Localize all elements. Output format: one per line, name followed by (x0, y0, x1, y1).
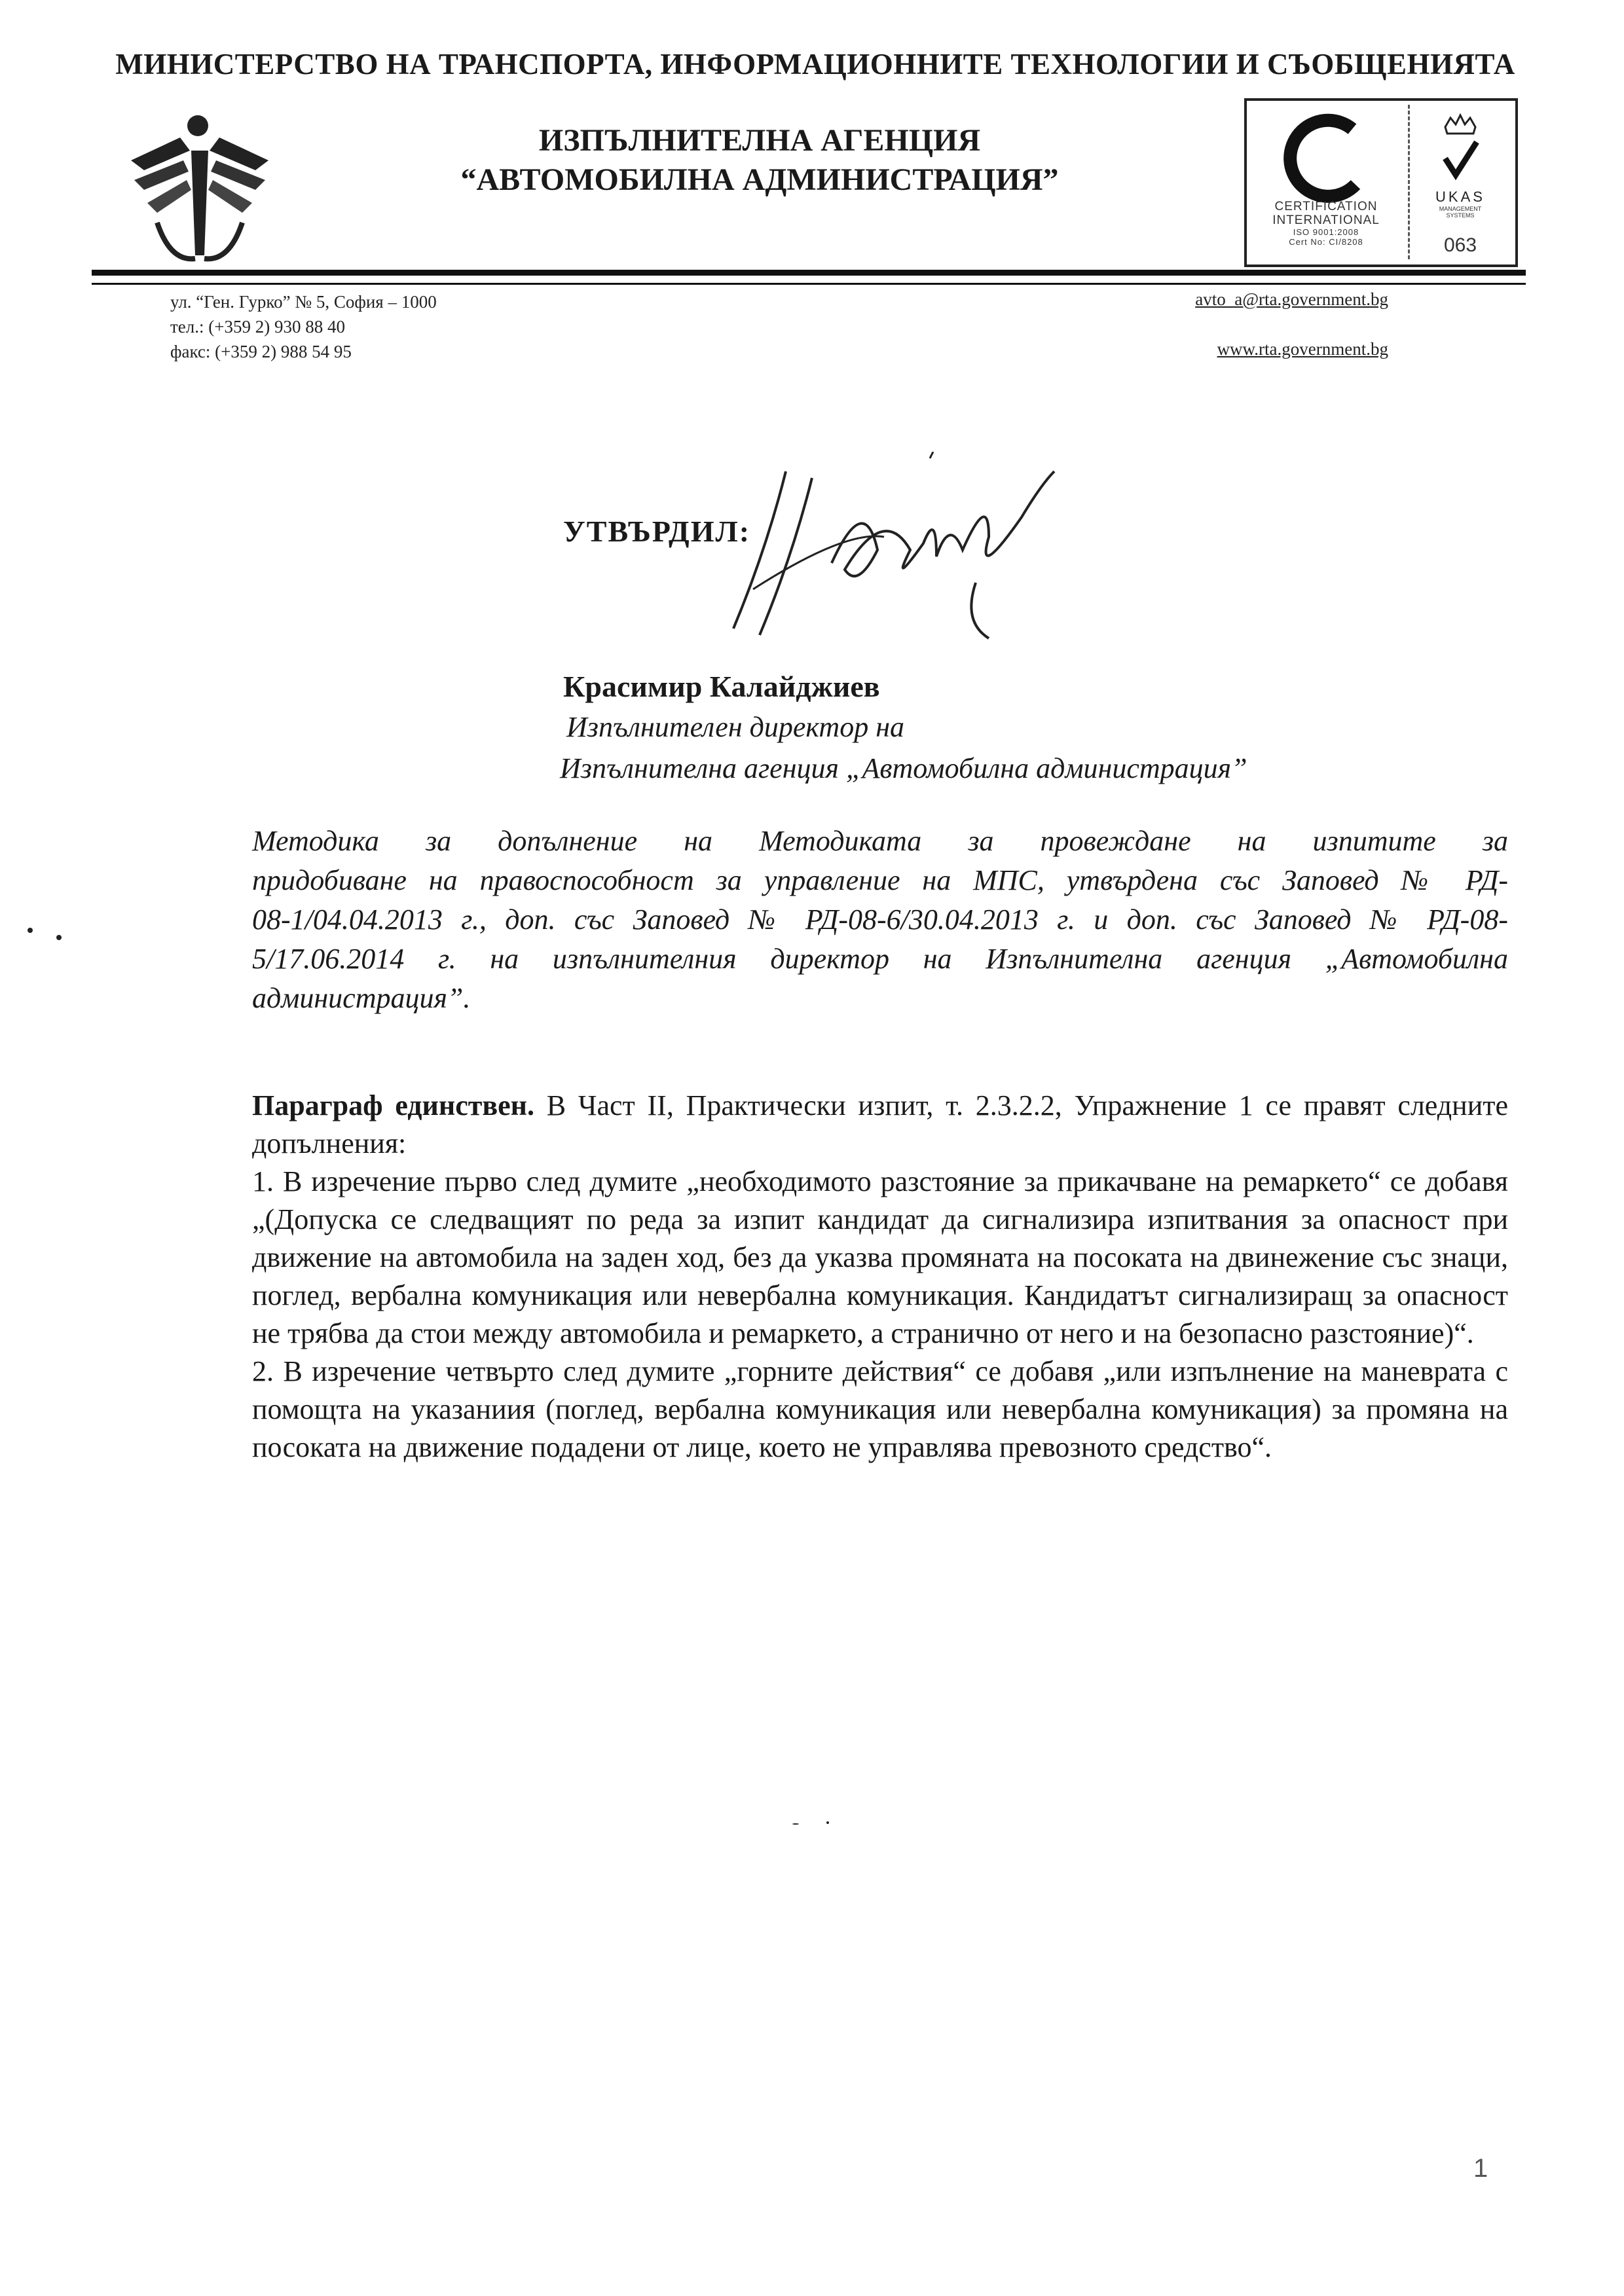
header-rule-thin (92, 283, 1526, 285)
handwritten-signature (714, 452, 1074, 648)
ukas-subtitle (1411, 206, 1509, 219)
cert-line2: INTERNATIONAL (1272, 213, 1380, 227)
ukas-crown-check-icon (1437, 113, 1483, 185)
fax: факс: (+359 2) 988 54 95 (170, 342, 352, 361)
scan-speck (56, 935, 62, 940)
scan-speck (826, 1821, 829, 1824)
methodology-line1: Методика за допълнение на Методиката за провеждане на изпитите за (252, 825, 1508, 857)
certification-divider (1408, 105, 1410, 259)
scan-speck (28, 928, 33, 933)
certification-ring-icon (1274, 113, 1385, 204)
paragraph-heading: Параграф единствен. (252, 1089, 535, 1121)
email-link[interactable]: avto_a@rta.government.bg (1195, 289, 1388, 309)
agency-title-line1: ИЗПЪЛНИТЕЛНА АГЕНЦИЯ (538, 123, 981, 158)
address: ул. “Ген. Гурко” № 5, София – 1000 (170, 292, 437, 312)
agency-logo (118, 98, 282, 268)
phone: тел.: (+359 2) 930 88 40 (170, 317, 345, 337)
agency-title (367, 121, 1153, 200)
cert-line1: CERTIFICATION (1274, 200, 1378, 213)
cert-line3: ISO 9001:2008 (1293, 227, 1359, 237)
ukas-sub-line1: MANAGEMENT (1439, 206, 1482, 212)
agency-title-line2: “АВТОМОБИЛНА АДМИНИСТРАЦИЯ” (460, 162, 1059, 197)
certification-text (1247, 200, 1405, 247)
header-rule-thick (92, 270, 1526, 276)
approved-label: УТВЪРДИЛ: (563, 515, 751, 548)
document-body (252, 1087, 1508, 1467)
paragraph-intro-text: В Част II, Практически изпит, т. 2.3.2.2, Упражнение 1 се правят следните допълнения: (252, 1089, 1508, 1159)
methodology-line2: придобиване на правоспособност за управление на МПС, утвърдена със Заповед № РД- (252, 864, 1508, 896)
ukas-label: UKAS (1435, 189, 1485, 205)
cert-line4: Cert No: CI/8208 (1289, 237, 1363, 247)
contact-address-block (170, 289, 760, 364)
paragraph-intro (252, 1087, 1508, 1163)
signer-agency: Изпълнителна агенция „Автомобилна администрация” (560, 752, 1247, 784)
amendment-item-2: 2. В изречение четвърто след думите „горните действия“ се добавя „или изпълнение на маневрата с помощта на указаниия (поглед, вербална комуникация или невербална комуникация) за промяна на посоката на движение подадени от лице, което не управлява превозното средство“. (252, 1355, 1508, 1463)
ukas-sub-line2: SYSTEMS (1446, 212, 1475, 219)
methodology-line3: 08-1/04.04.2013 г., доп. със Заповед № РД-08-6/30.04.2013 г. и доп. със Заповед № РД-08- (252, 903, 1508, 936)
amendment-item-1: 1. В изречение първо след думите „необходимото разстояние за прикачване на ремаркето“ се добавя „(Допуска се следващият по реда за изпит кандидат да сигнализира изпитвания за опасност при движение на автомобила на заден ход, без да указва промяната на посоката на двинежение със знаци, поглед, вербална комуникация или невербална комуникация. Кандидатът сигнализиращ за опасност не трябва да стои между автомобила и ремаркето, а странично от него и на безопасно разстояние)“. (252, 1165, 1508, 1349)
page-number: 1 (1473, 2154, 1488, 2183)
ministry-title: МИНИСТЕРСТВО НА ТРАНСПОРТА, ИНФОРМАЦИОННИТЕ ТЕХНОЛОГИИ И СЪОБЩЕНИЯТА (115, 48, 1515, 81)
signer-name: Красимир Калайджиев (563, 670, 880, 703)
ukas-number: 063 (1443, 234, 1477, 256)
signer-title: Изпълнителен директор на (566, 711, 905, 743)
methodology-line5: администрация”. (252, 982, 471, 1014)
scan-speck (792, 1823, 799, 1825)
website-link[interactable]: www.rta.government.bg (1217, 339, 1388, 359)
methodology-subtitle (252, 822, 1508, 1018)
methodology-line4: 5/17.06.2014 г. на изпълнителния директор на Изпълнителна агенция „Автомобилна (252, 943, 1508, 975)
